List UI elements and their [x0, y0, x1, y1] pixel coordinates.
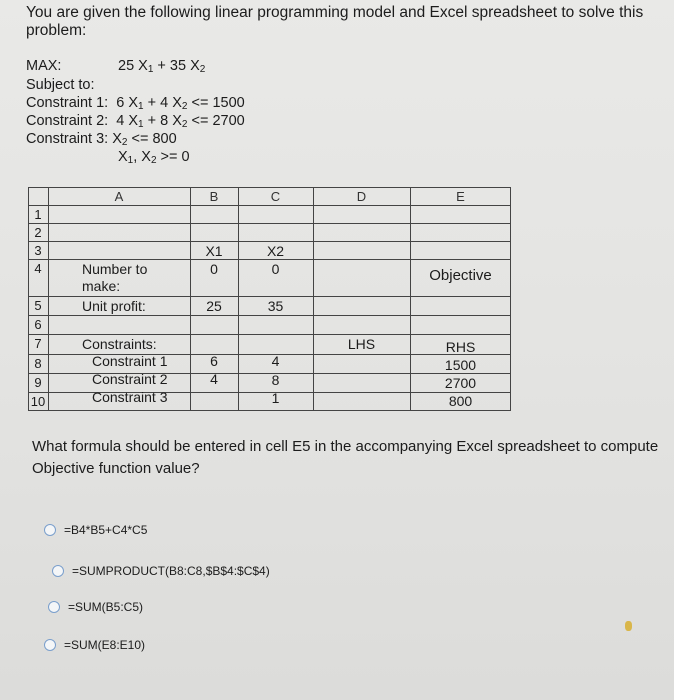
- cell-c10[interactable]: 1: [271, 390, 280, 406]
- cell-b4[interactable]: 0: [210, 261, 218, 277]
- excel-spreadsheet: [28, 187, 511, 411]
- cell-e10[interactable]: 800: [448, 393, 473, 409]
- row-number: 7: [34, 336, 42, 351]
- row-number: 9: [34, 375, 42, 390]
- subscript: 1: [138, 119, 144, 130]
- column-header-a[interactable]: A: [114, 189, 124, 204]
- subscript: 2: [181, 101, 188, 112]
- cell-a8[interactable]: Constraint 1: [92, 353, 168, 369]
- row-number: 1: [34, 207, 42, 222]
- rhs: <= 2700: [187, 113, 245, 129]
- option-4[interactable]: [44, 638, 145, 652]
- row-number: 10: [30, 394, 46, 409]
- subscript: 1: [127, 155, 134, 166]
- cell-d7[interactable]: LHS: [347, 336, 376, 352]
- cell-b5[interactable]: 25: [206, 298, 222, 314]
- constraint-2-text: [26, 113, 245, 130]
- screen-speck: [625, 621, 632, 631]
- cell-e4[interactable]: Objective: [429, 267, 492, 284]
- cell-c9[interactable]: 8: [271, 372, 280, 388]
- cell-a4-line2[interactable]: make:: [82, 278, 121, 294]
- column-header-c[interactable]: C: [270, 189, 281, 204]
- constraint-label: Constraint 3: X: [26, 131, 122, 147]
- row-number: 2: [34, 225, 42, 240]
- subscript: 2: [150, 155, 157, 166]
- rhs: >= 0: [156, 149, 190, 165]
- objective-function: [118, 58, 205, 75]
- cell-a5[interactable]: Unit profit:: [82, 298, 146, 314]
- cell-e9[interactable]: 2700: [444, 375, 477, 391]
- option-2[interactable]: [52, 564, 270, 578]
- constraint-3-text: [26, 131, 177, 148]
- radio-button-icon[interactable]: [52, 565, 64, 577]
- radio-button-icon[interactable]: [44, 524, 56, 536]
- term: + 8 X: [143, 113, 182, 129]
- option-3-label: =SUM(B5:C5): [68, 600, 144, 614]
- cell-c5[interactable]: 35: [267, 298, 284, 314]
- constraint-label: Constraint 1:: [26, 95, 109, 111]
- subscript: 2: [121, 137, 128, 148]
- subscript: 1: [147, 64, 154, 75]
- question-text: What formula should be entered in cell E5 in the accompanying Excel spreadsheet to compute Objective function value?: [32, 438, 659, 477]
- subscript: 2: [199, 64, 206, 75]
- row-number: 8: [34, 356, 42, 371]
- rhs: <= 800: [127, 131, 177, 147]
- option-1-label: =B4*B5+C4*C5: [64, 523, 148, 537]
- cell-c3[interactable]: X2: [266, 243, 285, 259]
- cell-b8[interactable]: 6: [210, 353, 218, 369]
- cell-e7[interactable]: RHS: [445, 339, 476, 355]
- rhs: <= 1500: [187, 95, 245, 111]
- nonnegativity-text: [118, 149, 190, 166]
- subscript: 2: [181, 119, 188, 130]
- term: + 4 X: [143, 95, 182, 111]
- column-header-e[interactable]: E: [456, 189, 465, 204]
- cell-b3[interactable]: X1: [205, 243, 223, 259]
- cell-e8[interactable]: 1500: [444, 357, 477, 373]
- constraint-1-text: [26, 95, 245, 112]
- cell-c8[interactable]: 4: [271, 353, 280, 369]
- option-3[interactable]: [48, 600, 143, 614]
- cell-a4-line1[interactable]: Number to: [82, 261, 148, 277]
- cell-a7[interactable]: Constraints:: [82, 336, 157, 352]
- constraint-label: Constraint 2:: [26, 113, 109, 129]
- cell-b9[interactable]: 4: [210, 371, 218, 387]
- subscript: 1: [138, 101, 144, 112]
- cell-a10[interactable]: Constraint 3: [92, 389, 168, 405]
- objective-term-2: + 35 X: [153, 58, 200, 74]
- intro-text: You are given the following linear programming model and Excel spreadsheet to solve this problem:: [26, 4, 644, 39]
- row-number: 6: [34, 317, 42, 332]
- option-1[interactable]: [44, 523, 147, 537]
- option-2-label: =SUMPRODUCT(B8:C8,$B$4:$C$4): [72, 564, 270, 578]
- radio-button-icon[interactable]: [44, 639, 56, 651]
- column-header-d[interactable]: D: [356, 189, 367, 204]
- cell-a9[interactable]: Constraint 2: [92, 371, 168, 387]
- row-number: 5: [34, 298, 42, 313]
- term: 4 X: [116, 113, 139, 129]
- subject-to-label: Subject to:: [26, 77, 95, 93]
- row-number: 4: [34, 261, 42, 276]
- option-4-label: =SUM(E8:E10): [64, 638, 146, 652]
- max-label: MAX:: [26, 58, 62, 74]
- objective-term-1: 25 X: [118, 58, 148, 74]
- term: X: [118, 149, 128, 165]
- term: , X: [133, 149, 151, 165]
- column-header-b[interactable]: B: [209, 189, 219, 204]
- row-number: 3: [34, 243, 42, 258]
- term: 6 X: [116, 95, 139, 111]
- cell-c4[interactable]: 0: [271, 261, 280, 277]
- radio-button-icon[interactable]: [48, 601, 60, 613]
